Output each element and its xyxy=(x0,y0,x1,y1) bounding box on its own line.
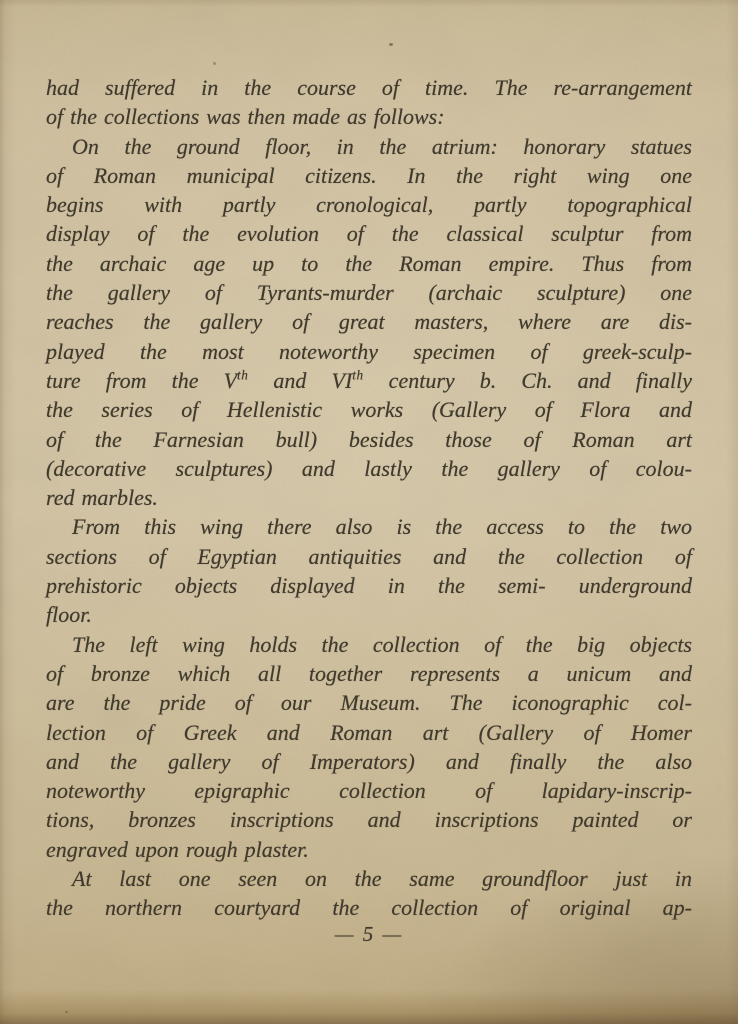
text-line: display of the evolution of the classical sculptur from xyxy=(46,221,692,247)
text-line: of Roman municipal citizens. In the right wing one xyxy=(46,162,692,188)
text-line: tions, bronzes inscriptions and inscriptions painted or xyxy=(46,807,692,833)
text-line: lection of Greek and Roman art (Gallery of Homer xyxy=(46,719,692,745)
paper-speck xyxy=(65,1011,68,1013)
paragraph xyxy=(46,73,692,132)
paragraph xyxy=(46,512,692,629)
text-line: the gallery of Tyrants-murder (archaic sculpture) one xyxy=(46,280,692,306)
text-line: From this wing there also is the access to the two xyxy=(72,514,692,540)
text-line: floor. xyxy=(46,602,92,628)
text-line: had suffered in the course of time. The re-arrangement xyxy=(46,75,692,100)
paragraph xyxy=(46,132,692,513)
text-line: and the gallery of Imperators) and finally the also xyxy=(46,748,692,774)
text-line: the archaic age up to the Roman empire. Thus from xyxy=(46,250,692,276)
paragraph xyxy=(46,864,692,923)
text-line: played the most noteworthy specimen of greek-sculp- xyxy=(46,338,692,364)
text-line: The left wing holds the collection of the big objects xyxy=(72,631,692,657)
text-line: begins with partly cronological, partly topographical xyxy=(46,192,692,218)
text-line: the northern courtyard the collection of original ap- xyxy=(46,895,692,921)
text-line: the series of Hellenistic works (Gallery of Flora and xyxy=(46,397,692,423)
text-line: of bronze which all together represents a unicum and xyxy=(46,660,692,686)
text-line: At last one seen on the same groundfloor just in xyxy=(72,866,692,892)
text-line: On the ground floor, in the atrium: honorary statues xyxy=(72,133,692,159)
page-number: — 5 — xyxy=(334,922,404,946)
text-line: prehistoric objects displayed in the semi- underground xyxy=(46,573,692,599)
text-line: are the pride of our Museum. The iconographic col- xyxy=(46,690,692,716)
text-line: red marbles. xyxy=(46,485,158,511)
text-line: engraved upon rough plaster. xyxy=(46,836,309,862)
text-line: of the collections was then made as follows: xyxy=(46,104,445,130)
paper-speck xyxy=(213,62,216,65)
text-line: ture from the Vth and VIth century b. Ch. and finally xyxy=(46,367,692,393)
text-line: of the Farnesian bull) besides those of Roman art xyxy=(46,426,692,452)
text-line: sections of Egyptian antiquities and the collection of xyxy=(46,543,692,569)
text-line: reaches the gallery of great masters, where are dis- xyxy=(46,309,692,335)
text-line: noteworthy epigraphic collection of lapidary-inscrip- xyxy=(46,778,692,804)
paragraph xyxy=(46,630,692,864)
page-text xyxy=(46,73,692,923)
text-line: (decorative sculptures) and lastly the gallery of colou- xyxy=(46,455,692,481)
paper-speck xyxy=(389,43,393,46)
